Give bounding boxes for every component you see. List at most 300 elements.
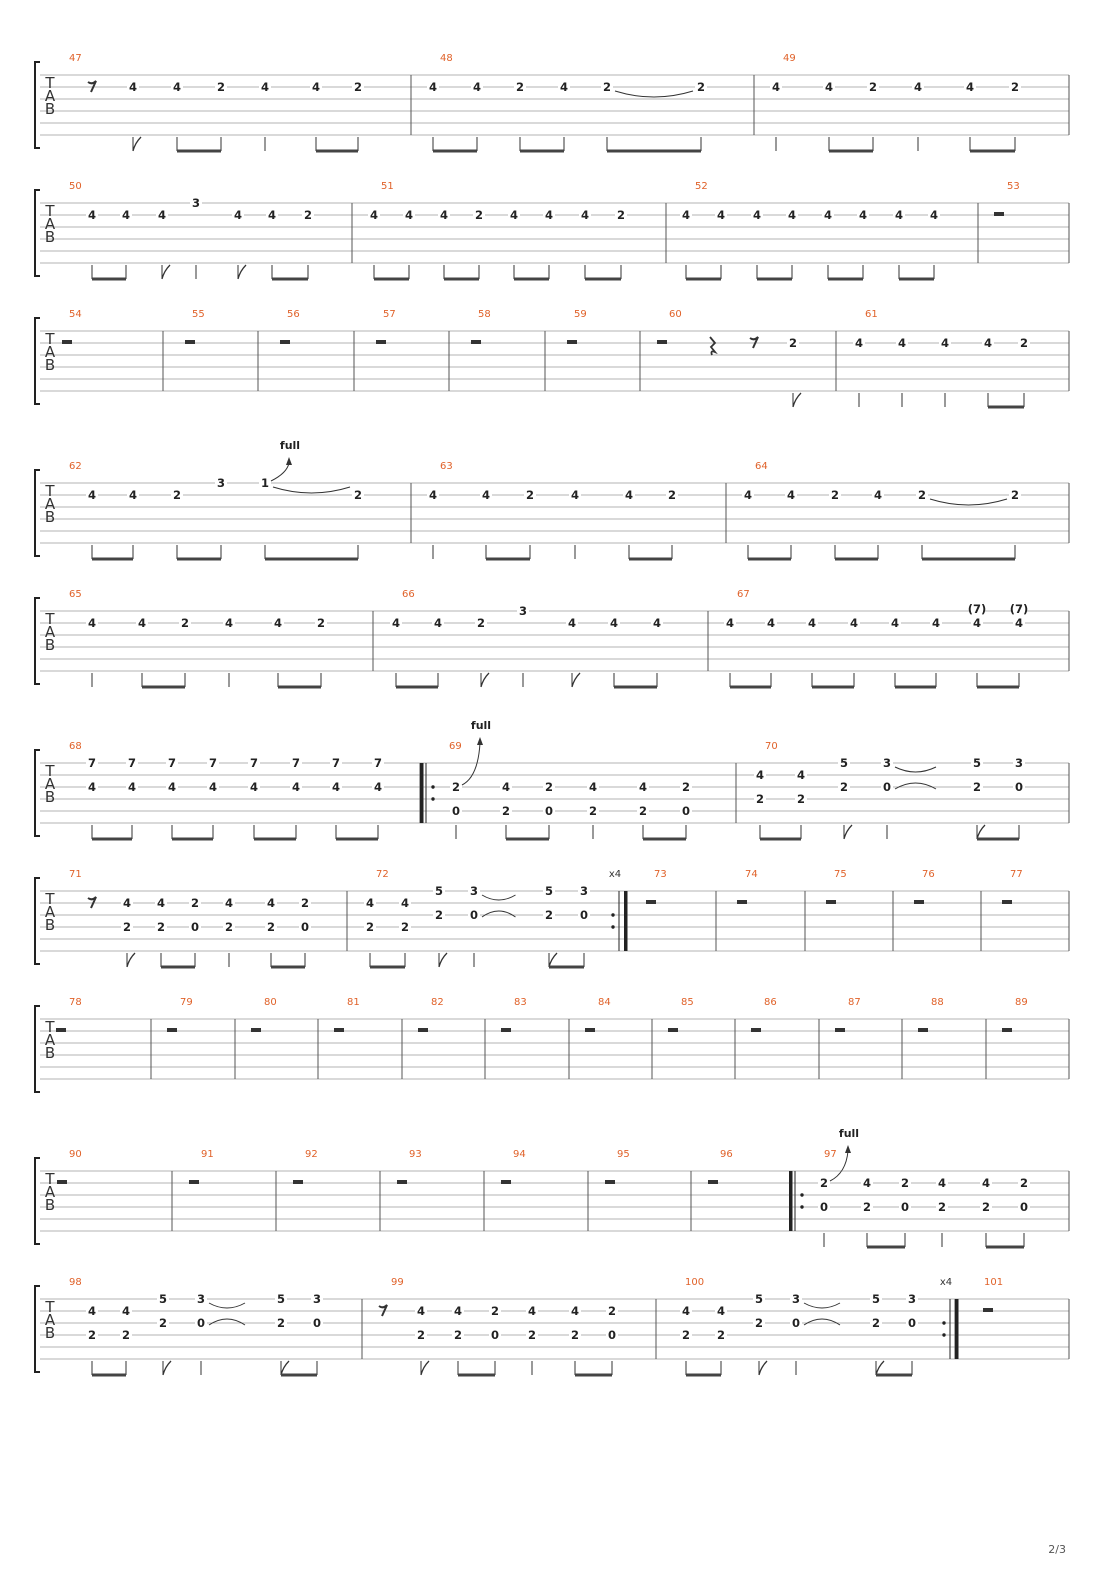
whole-rest — [737, 900, 747, 904]
fret-number: 4 — [823, 208, 833, 222]
fret-number: 4 — [373, 780, 383, 794]
fret-number: 2 — [796, 792, 806, 806]
tab-clef-letter: B — [44, 508, 56, 526]
fret-number: 2 — [156, 920, 166, 934]
fret-number: 4 — [716, 1304, 726, 1318]
fret-number: 4 — [638, 780, 648, 794]
fret-number: 2 — [365, 920, 375, 934]
bend-arrow — [845, 1145, 851, 1153]
fret-number: 7 — [331, 756, 341, 770]
measure-number: 54 — [69, 309, 82, 320]
repeat-dot — [431, 797, 434, 800]
fret-number: 4 — [807, 616, 817, 630]
fret-number: 2 — [788, 336, 798, 350]
fret-number: 2 — [1019, 336, 1029, 350]
tie-arc — [930, 499, 1007, 505]
fret-number: 4 — [824, 80, 834, 94]
fret-number: 4 — [208, 780, 218, 794]
tab-clef-letter: T — [45, 1170, 55, 1188]
fret-number: 2 — [216, 80, 226, 94]
tab-staff-system — [35, 470, 1069, 556]
measure-number: 93 — [409, 1149, 422, 1160]
fret-number: 2 — [937, 1200, 947, 1214]
tab-clef-letter: B — [44, 916, 56, 934]
measure-number: 81 — [347, 997, 360, 1008]
fret-number: 5 — [434, 884, 444, 898]
tab-clef-letter: A — [44, 1311, 56, 1329]
whole-rest — [751, 1028, 761, 1032]
system-bracket — [35, 190, 40, 276]
fret-number: 3 — [907, 1292, 917, 1306]
measure-number: 70 — [765, 741, 778, 752]
fret-number: 0 — [300, 920, 310, 934]
measure-number: 65 — [69, 589, 82, 600]
fret-number: 0 — [1019, 1200, 1029, 1214]
fret-number: 4 — [481, 488, 491, 502]
measure-number: 78 — [69, 997, 82, 1008]
note-flag — [549, 953, 557, 967]
fret-number: 4 — [87, 208, 97, 222]
measure-number: 92 — [305, 1149, 318, 1160]
fret-number: 4 — [453, 1304, 463, 1318]
fret-number: 4 — [167, 780, 177, 794]
fret-number: 2 — [303, 208, 313, 222]
whole-rest — [397, 1180, 407, 1184]
fret-number: 2 — [180, 616, 190, 630]
ghost-note: (7) — [967, 602, 987, 616]
fret-number: 2 — [862, 1200, 872, 1214]
tab-clef-letter: A — [44, 623, 56, 641]
tab-clef-letter: A — [44, 903, 56, 921]
fret-number: 4 — [433, 616, 443, 630]
fret-number: 4 — [121, 1304, 131, 1318]
tab-clef-letter: A — [44, 775, 56, 793]
fret-number: 4 — [652, 616, 662, 630]
fret-number: 4 — [570, 488, 580, 502]
tab-clef-letter: A — [44, 215, 56, 233]
measure-number: 100 — [685, 1277, 705, 1288]
measure-number: 67 — [737, 589, 750, 600]
fret-number: 0 — [469, 908, 479, 922]
fret-number: 0 — [607, 1328, 617, 1342]
whole-rest — [334, 1028, 344, 1032]
tab-staff-system — [35, 598, 1069, 684]
tab-clef-letter: A — [44, 343, 56, 361]
fret-number: 4 — [681, 1304, 691, 1318]
fret-number: 4 — [570, 1304, 580, 1318]
whole-rest — [835, 1028, 845, 1032]
fret-number: 2 — [544, 780, 554, 794]
page-number: 2/3 — [1048, 1543, 1066, 1556]
tab-clef-letter: B — [44, 636, 56, 654]
tab-clef-letter: T — [45, 1298, 55, 1316]
whole-rest — [605, 1180, 615, 1184]
fret-number: 7 — [127, 756, 137, 770]
fret-number: 2 — [871, 1316, 881, 1330]
bend-arrow — [477, 737, 483, 745]
note-flag — [844, 825, 852, 839]
fret-number: 1 — [260, 476, 270, 490]
note-flag — [421, 1361, 429, 1375]
fret-number: 7 — [167, 756, 177, 770]
fret-number: 2 — [453, 1328, 463, 1342]
note-flag — [759, 1361, 767, 1375]
fret-number: 3 — [791, 1292, 801, 1306]
repeat-count: x4 — [608, 869, 622, 880]
note-flag — [133, 137, 141, 151]
fret-number: 4 — [472, 80, 482, 94]
fret-number: 2 — [839, 780, 849, 794]
tie-arc — [895, 767, 936, 772]
system-bracket — [35, 318, 40, 404]
whole-rest — [826, 900, 836, 904]
system-bracket — [35, 1158, 40, 1244]
fret-number: 4 — [681, 208, 691, 222]
measure-number: 56 — [287, 309, 300, 320]
fret-number: 5 — [544, 884, 554, 898]
fret-number: 0 — [681, 804, 691, 818]
fret-number: 5 — [754, 1292, 764, 1306]
fret-number: 2 — [972, 780, 982, 794]
fret-number: 3 — [579, 884, 589, 898]
whole-rest — [994, 212, 1004, 216]
measure-number: 73 — [654, 869, 667, 880]
repeat-count: x4 — [939, 1277, 953, 1288]
fret-number: 4 — [121, 208, 131, 222]
fret-number: 7 — [249, 756, 259, 770]
whole-rest — [471, 340, 481, 344]
tie-arc — [209, 1303, 245, 1308]
fret-number: 3 — [216, 476, 226, 490]
note-flag — [977, 825, 985, 839]
fret-number: 2 — [158, 1316, 168, 1330]
fret-number: 2 — [300, 896, 310, 910]
fret-number: 4 — [260, 80, 270, 94]
tab-clef-letter: B — [44, 788, 56, 806]
fret-number: 4 — [894, 208, 904, 222]
bend-arrow — [286, 457, 292, 465]
measure-number: 57 — [383, 309, 396, 320]
tab-staff-system — [35, 62, 1069, 148]
tie-arc — [209, 1319, 245, 1325]
measure-number: 84 — [598, 997, 611, 1008]
fret-number: 2 — [1019, 1176, 1029, 1190]
fret-number: 4 — [428, 488, 438, 502]
measure-number: 82 — [431, 997, 444, 1008]
fret-number: 4 — [273, 616, 283, 630]
whole-rest — [918, 1028, 928, 1032]
note-flag — [439, 953, 447, 967]
fret-number: 4 — [588, 780, 598, 794]
fret-number: 4 — [439, 208, 449, 222]
fret-number: 5 — [276, 1292, 286, 1306]
fret-number: 4 — [755, 768, 765, 782]
fret-number: 4 — [404, 208, 414, 222]
fret-number: 4 — [233, 208, 243, 222]
repeat-thick-bar — [789, 1171, 793, 1231]
measure-number: 96 — [720, 1149, 733, 1160]
fret-number: 4 — [786, 488, 796, 502]
tie-arc — [482, 911, 516, 917]
fret-number: 4 — [983, 336, 993, 350]
fret-number: 0 — [579, 908, 589, 922]
fret-number: 3 — [1014, 756, 1024, 770]
fret-number: 2 — [755, 792, 765, 806]
fret-number: 4 — [771, 80, 781, 94]
measure-number: 94 — [513, 1149, 526, 1160]
fret-number: 2 — [638, 804, 648, 818]
tab-staff-system — [35, 318, 1069, 404]
repeat-dot — [431, 785, 434, 788]
fret-number: 4 — [972, 616, 982, 630]
fret-number: 4 — [156, 896, 166, 910]
tab-clef-letter: B — [44, 1196, 56, 1214]
repeat-dot — [611, 913, 614, 916]
fret-number: 2 — [602, 80, 612, 94]
system-bracket — [35, 598, 40, 684]
bend-curve — [462, 743, 480, 785]
fret-number: 4 — [965, 80, 975, 94]
fret-number: 4 — [897, 336, 907, 350]
fret-number: 4 — [873, 488, 883, 502]
fret-number: 2 — [172, 488, 182, 502]
whole-rest — [1002, 900, 1012, 904]
fret-number: 2 — [416, 1328, 426, 1342]
fret-number: 5 — [839, 756, 849, 770]
fret-number: 2 — [1010, 488, 1020, 502]
measure-number: 62 — [69, 461, 82, 472]
whole-rest — [280, 340, 290, 344]
measure-number: 47 — [69, 53, 82, 64]
tab-clef-letter: T — [45, 202, 55, 220]
tab-clef-letter: A — [44, 1183, 56, 1201]
tie-arc — [804, 1319, 840, 1325]
fret-number: 4 — [913, 80, 923, 94]
fret-number: 2 — [276, 1316, 286, 1330]
fret-number: 2 — [900, 1176, 910, 1190]
measure-number: 59 — [574, 309, 587, 320]
measure-number: 64 — [755, 461, 768, 472]
fret-number: 4 — [224, 616, 234, 630]
measure-number: 60 — [669, 309, 682, 320]
whole-rest — [585, 1028, 595, 1032]
tab-clef-letter: B — [44, 228, 56, 246]
whole-rest — [1002, 1028, 1012, 1032]
fret-number: 2 — [681, 1328, 691, 1342]
measure-number: 98 — [69, 1277, 82, 1288]
fret-number: 2 — [451, 780, 461, 794]
measure-number: 68 — [69, 741, 82, 752]
fret-number: 7 — [208, 756, 218, 770]
fret-number: 4 — [391, 616, 401, 630]
measure-number: 95 — [617, 1149, 630, 1160]
whole-rest — [418, 1028, 428, 1032]
measure-number: 85 — [681, 997, 694, 1008]
fret-number: 4 — [266, 896, 276, 910]
ghost-note: (7) — [1009, 602, 1029, 616]
fret-number: 4 — [311, 80, 321, 94]
repeat-thick-bar — [624, 891, 628, 951]
fret-number: 2 — [353, 80, 363, 94]
fret-number: 4 — [624, 488, 634, 502]
note-flag — [281, 1361, 289, 1375]
whole-rest — [185, 340, 195, 344]
tab-staff-system — [35, 1158, 1069, 1244]
repeat-dot — [800, 1193, 803, 1196]
fret-number: 2 — [434, 908, 444, 922]
fret-number: 4 — [559, 80, 569, 94]
fret-number: 4 — [291, 780, 301, 794]
fret-number: 3 — [312, 1292, 322, 1306]
eighth-rest — [88, 897, 96, 908]
fret-number: 2 — [501, 804, 511, 818]
fret-number: 4 — [858, 208, 868, 222]
fret-number: 4 — [862, 1176, 872, 1190]
tab-clef-letter: T — [45, 610, 55, 628]
repeat-thick-bar — [420, 763, 424, 823]
fret-number: 2 — [121, 1328, 131, 1342]
fret-number: 0 — [190, 920, 200, 934]
fret-number: 4 — [224, 896, 234, 910]
fret-number: 2 — [754, 1316, 764, 1330]
fret-number: 4 — [796, 768, 806, 782]
fret-number: 7 — [87, 756, 97, 770]
note-flag — [572, 673, 580, 687]
note-flag — [162, 265, 170, 279]
eighth-rest — [750, 337, 758, 348]
eighth-rest — [88, 81, 96, 92]
measure-number: 63 — [440, 461, 453, 472]
fret-number: 4 — [890, 616, 900, 630]
measure-number: 99 — [391, 1277, 404, 1288]
fret-number: 2 — [87, 1328, 97, 1342]
fret-number: 4 — [128, 80, 138, 94]
fret-number: 4 — [567, 616, 577, 630]
fret-number: 4 — [931, 616, 941, 630]
fret-number: 4 — [766, 616, 776, 630]
fret-number: 0 — [490, 1328, 500, 1342]
eighth-rest — [379, 1305, 387, 1316]
fret-number: 2 — [527, 1328, 537, 1342]
fret-number: 5 — [871, 1292, 881, 1306]
fret-number: 2 — [588, 804, 598, 818]
half-rest — [657, 340, 667, 344]
whole-rest — [293, 1180, 303, 1184]
whole-rest — [501, 1028, 511, 1032]
fret-number: 4 — [127, 780, 137, 794]
whole-rest — [668, 1028, 678, 1032]
tab-clef-letter: B — [44, 1044, 56, 1062]
fret-number: 7 — [373, 756, 383, 770]
fret-number: 3 — [196, 1292, 206, 1306]
fret-number: 4 — [137, 616, 147, 630]
fret-number: 4 — [787, 208, 797, 222]
whole-rest — [376, 340, 386, 344]
tab-staff-system — [35, 1006, 1069, 1092]
bend-label: full — [279, 439, 301, 452]
fret-number: 2 — [819, 1176, 829, 1190]
system-bracket — [35, 1286, 40, 1372]
measure-number: 77 — [1010, 869, 1023, 880]
fret-number: 4 — [854, 336, 864, 350]
whole-rest — [189, 1180, 199, 1184]
fret-number: 0 — [819, 1200, 829, 1214]
whole-rest — [501, 1180, 511, 1184]
repeat-dot — [942, 1333, 945, 1336]
tab-clef-letter: A — [44, 1031, 56, 1049]
fret-number: 2 — [266, 920, 276, 934]
tab-clef-letter: T — [45, 762, 55, 780]
fret-number: 3 — [518, 604, 528, 618]
whole-rest — [983, 1308, 993, 1312]
bend-label: full — [838, 1127, 860, 1140]
tab-clef-letter: B — [44, 1324, 56, 1342]
fret-number: 4 — [725, 616, 735, 630]
quarter-rest — [710, 337, 715, 355]
whole-rest — [56, 1028, 66, 1032]
whole-rest — [708, 1180, 718, 1184]
fret-number: 4 — [249, 780, 259, 794]
measure-number: 48 — [440, 53, 453, 64]
fret-number: 2 — [474, 208, 484, 222]
bend-curve — [271, 463, 289, 481]
whole-rest — [251, 1028, 261, 1032]
measure-number: 66 — [402, 589, 415, 600]
measure-number: 80 — [264, 997, 277, 1008]
note-flag — [793, 393, 801, 407]
measure-number: 51 — [381, 181, 394, 192]
fret-number: 2 — [122, 920, 132, 934]
tab-clef-letter: T — [45, 1018, 55, 1036]
whole-rest — [646, 900, 656, 904]
fret-number: 0 — [907, 1316, 917, 1330]
fret-number: 4 — [122, 896, 132, 910]
measure-number: 86 — [764, 997, 777, 1008]
fret-number: 4 — [940, 336, 950, 350]
fret-number: 2 — [190, 896, 200, 910]
repeat-thick-bar — [955, 1299, 959, 1359]
measure-number: 69 — [449, 741, 462, 752]
fret-number: 2 — [868, 80, 878, 94]
fret-number: 4 — [87, 780, 97, 794]
measure-number: 88 — [931, 997, 944, 1008]
note-flag — [876, 1361, 884, 1375]
measure-number: 49 — [783, 53, 796, 64]
fret-number: 4 — [716, 208, 726, 222]
tie-arc — [804, 1303, 840, 1308]
fret-number: 4 — [609, 616, 619, 630]
fret-number: 2 — [681, 780, 691, 794]
whole-rest — [62, 340, 72, 344]
measure-number: 74 — [745, 869, 758, 880]
system-bracket — [35, 62, 40, 148]
measure-number: 61 — [865, 309, 878, 320]
fret-number: 4 — [128, 488, 138, 502]
fret-number: 2 — [525, 488, 535, 502]
tab-clef-letter: A — [44, 87, 56, 105]
fret-number: 4 — [743, 488, 753, 502]
whole-rest — [914, 900, 924, 904]
fret-number: 2 — [490, 1304, 500, 1318]
tab-clef-letter: B — [44, 100, 56, 118]
fret-number: 2 — [607, 1304, 617, 1318]
fret-number: 4 — [752, 208, 762, 222]
fret-number: 4 — [937, 1176, 947, 1190]
fret-number: 2 — [981, 1200, 991, 1214]
tab-clef-letter: T — [45, 74, 55, 92]
measure-number: 97 — [824, 1149, 837, 1160]
fret-number: 3 — [191, 196, 201, 210]
